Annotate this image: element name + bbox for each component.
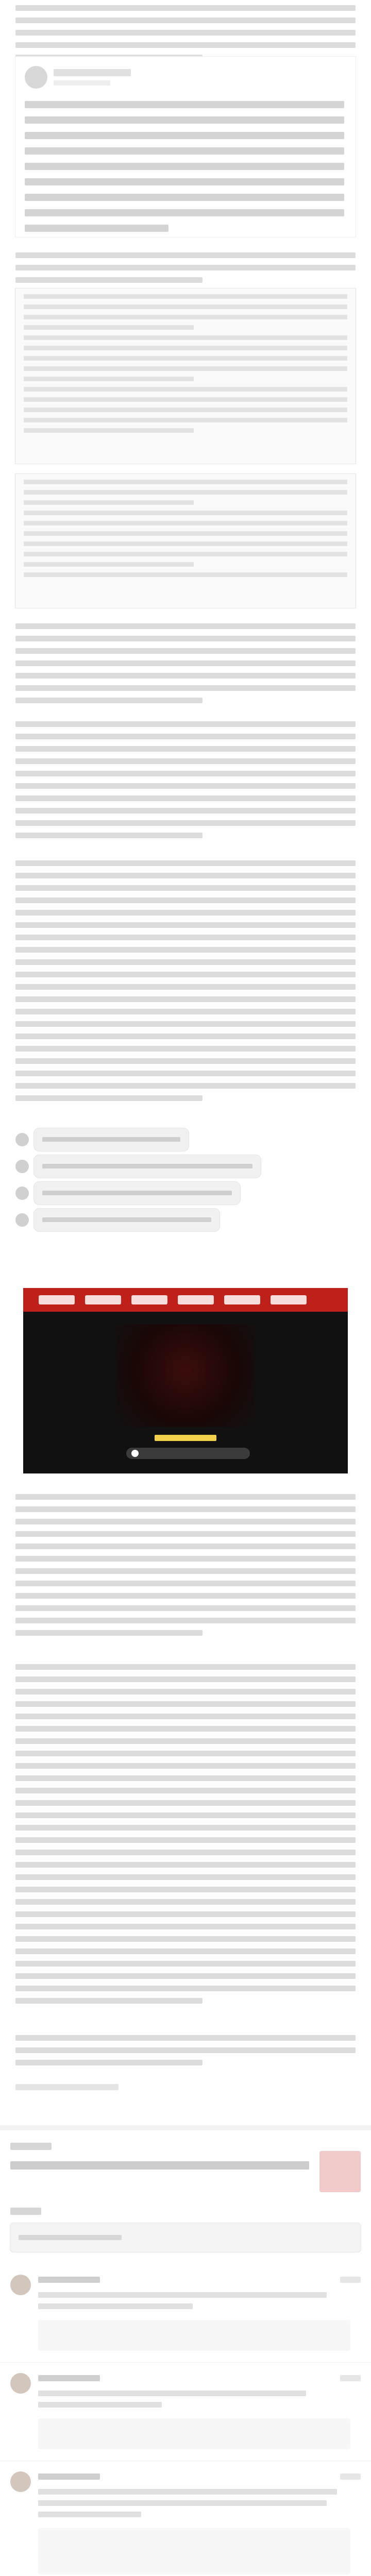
quoted-post-text	[25, 101, 344, 240]
like-button[interactable]	[340, 2473, 361, 2480]
quoted-post-avatar	[25, 66, 47, 89]
body-paragraph	[15, 721, 356, 845]
body-paragraph	[15, 860, 356, 1108]
article-source	[15, 2084, 119, 2090]
chat-avatar	[15, 1213, 29, 1227]
avatar[interactable]	[10, 2471, 31, 2492]
comment-count	[10, 2208, 41, 2215]
chat-bubble	[34, 1182, 240, 1205]
video-nav-item	[178, 1295, 214, 1304]
video-nav-item	[271, 1295, 307, 1304]
video-nav-item	[131, 1295, 167, 1304]
quoted-post-card[interactable]	[15, 57, 356, 237]
video-nav-item	[85, 1295, 121, 1304]
body-paragraph	[15, 2035, 356, 2072]
video-nav-item	[39, 1295, 75, 1304]
quoted-post-time	[54, 80, 110, 86]
reply-thread[interactable]	[38, 2528, 350, 2574]
commenter-name[interactable]	[38, 2473, 100, 2480]
video-header-band	[23, 1288, 348, 1312]
chat-bubble	[34, 1155, 261, 1178]
video-timestamp	[155, 1435, 216, 1441]
chat-bubble	[34, 1128, 189, 1151]
like-button[interactable]	[340, 2277, 361, 2283]
comment-section-title	[10, 2143, 52, 2150]
comment-section-headline[interactable]	[10, 2161, 309, 2170]
body-paragraph	[15, 1664, 356, 2010]
chat-bubble	[34, 1209, 220, 1231]
comment-item	[0, 2461, 371, 2576]
play-icon[interactable]	[131, 1450, 139, 1457]
chat-screenshot	[15, 1128, 356, 1242]
commenter-name[interactable]	[38, 2375, 100, 2381]
reply-thread[interactable]	[38, 2418, 350, 2449]
chat-avatar	[15, 1160, 29, 1173]
video-still[interactable]	[23, 1288, 348, 1473]
like-button[interactable]	[340, 2375, 361, 2381]
commenter-name[interactable]	[38, 2277, 100, 2283]
video-frame	[116, 1324, 255, 1427]
embedded-screenshot	[15, 474, 356, 608]
comment-input[interactable]	[10, 2223, 361, 2252]
comment-list	[0, 2264, 371, 2576]
body-paragraph	[15, 1494, 356, 1642]
comment-section	[0, 2125, 371, 2576]
body-paragraph	[15, 623, 356, 710]
reply-thread[interactable]	[38, 2320, 350, 2351]
chat-avatar	[15, 1133, 29, 1146]
avatar[interactable]	[10, 2373, 31, 2394]
avatar[interactable]	[10, 2275, 31, 2295]
quoted-post-author	[54, 69, 131, 76]
video-progress-bar[interactable]	[126, 1448, 250, 1459]
headline-thumbnail[interactable]	[319, 2151, 361, 2192]
chat-avatar	[15, 1187, 29, 1200]
comment-item	[0, 2363, 371, 2461]
embedded-screenshot	[15, 289, 356, 464]
body-paragraph	[15, 252, 356, 290]
video-nav-item	[224, 1295, 260, 1304]
comment-item	[0, 2264, 371, 2363]
